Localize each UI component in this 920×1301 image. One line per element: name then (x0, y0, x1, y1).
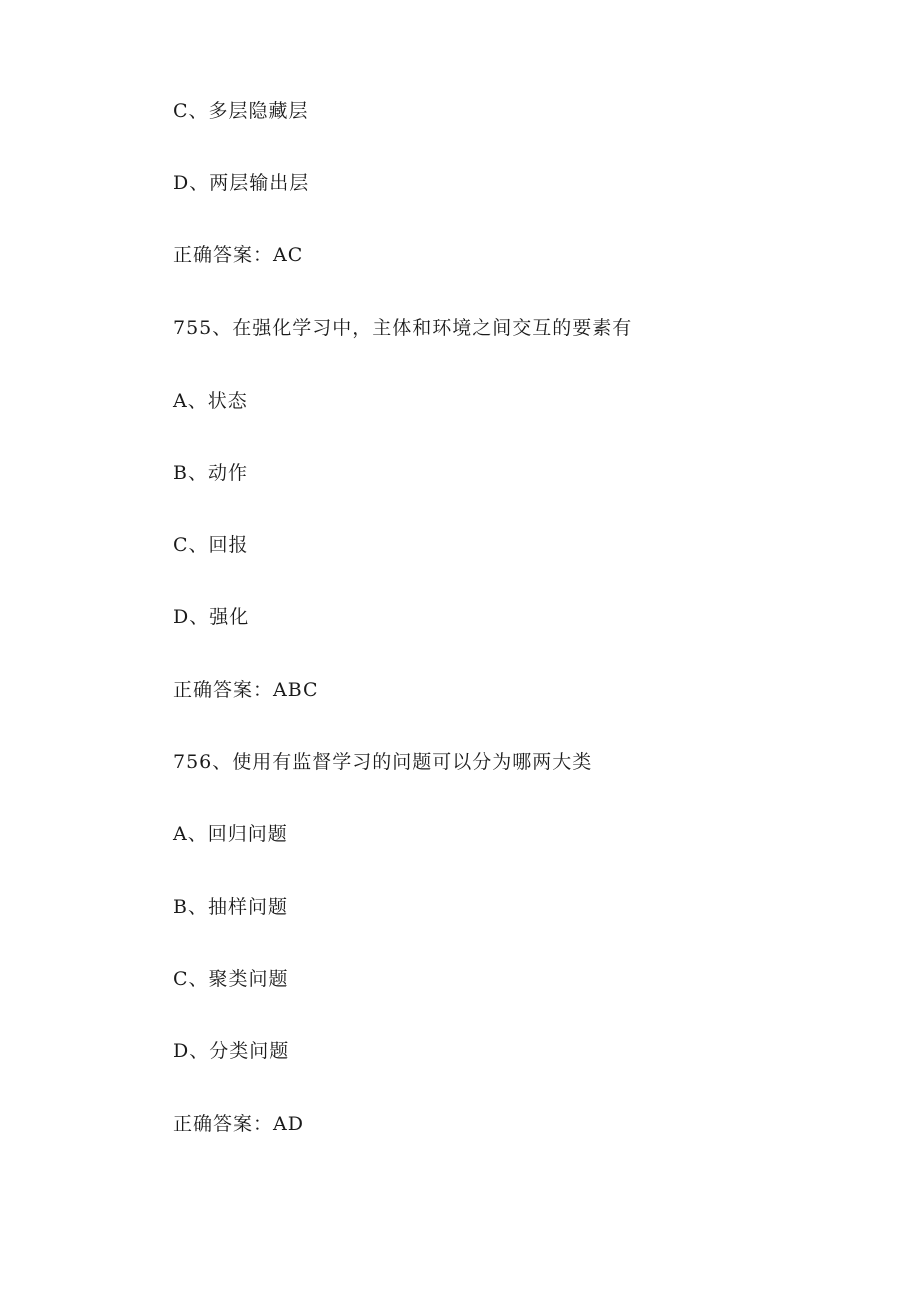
q755-question: 755、在强化学习中，主体和环境之间交互的要素有 (173, 317, 633, 339)
q755-answer: 正确答案：ABC (173, 679, 319, 701)
q756-option-a: A、回归问题 (173, 823, 288, 845)
q754-option-d: D、两层输出层 (173, 172, 310, 194)
q755-option-d: D、强化 (173, 606, 250, 628)
q756-answer: 正确答案：AD (173, 1113, 304, 1135)
q756-option-b: B、抽样问题 (173, 896, 288, 918)
q754-answer: 正确答案：AC (173, 244, 304, 266)
q755-option-b: B、动作 (173, 462, 248, 484)
q755-option-a: A、状态 (173, 390, 248, 412)
q754-option-c: C、多层隐藏层 (173, 100, 309, 122)
q756-question: 756、使用有监督学习的问题可以分为哪两大类 (173, 751, 593, 773)
q756-option-c: C、聚类问题 (173, 968, 289, 990)
q756-option-d: D、分类问题 (173, 1040, 290, 1062)
q755-option-c: C、回报 (173, 534, 249, 556)
